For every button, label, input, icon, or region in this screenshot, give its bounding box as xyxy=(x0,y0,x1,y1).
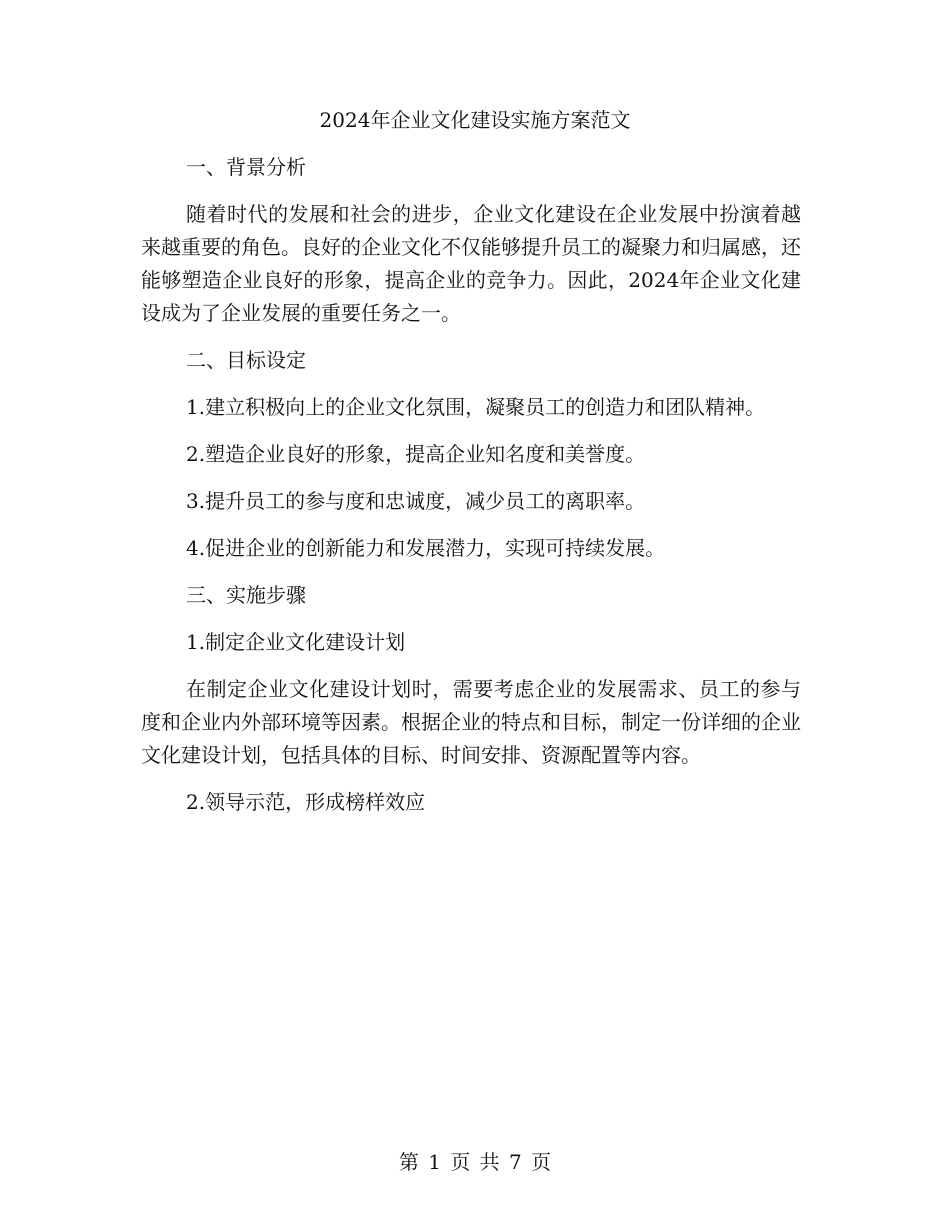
section-heading-steps: 三、实施步骤 xyxy=(186,583,306,607)
step-heading-2: 2.领导示范，形成榜样效应 xyxy=(186,790,426,814)
page-footer: 第 1 页 共 7 页 xyxy=(398,1150,552,1174)
goal-item-4: 4.促进企业的创新能力和发展潜力，实现可持续发展。 xyxy=(186,536,666,560)
paragraph-step-1: 在制定企业文化建设计划时，需要考虑企业的发展需求、员工的参与度和企业内外部环境等因素。根据企业的特点和目标，制定一份详细的企业文化建设计划，包括具体的目标、时间安排、资源配置等内容。 xyxy=(141,677,801,767)
goal-item-1: 1.建立积极向上的企业文化氛围，凝聚员工的创造力和团队精神。 xyxy=(186,395,766,419)
section-heading-background: 一、背景分析 xyxy=(186,155,306,179)
section-heading-goals: 二、目标设定 xyxy=(186,348,306,372)
document-body xyxy=(141,151,801,833)
goal-item-2: 2.塑造企业良好的形象，提高企业知名度和美誉度。 xyxy=(186,442,646,466)
document-title: 2024年企业文化建设实施方案范文 xyxy=(319,108,631,132)
paragraph-background: 随着时代的发展和社会的进步，企业文化建设在企业发展中扮演着越来越重要的角色。良好的企业文化不仅能够提升员工的凝聚力和归属感，还能够塑造企业良好的形象，提高企业的竞争力。因此，2024年企业文化建设成为了企业发展的重要任务之一。 xyxy=(141,202,801,325)
step-heading-1: 1.制定企业文化建设计划 xyxy=(186,630,406,654)
goal-item-3: 3.提升员工的参与度和忠诚度，减少员工的离职率。 xyxy=(186,489,646,513)
